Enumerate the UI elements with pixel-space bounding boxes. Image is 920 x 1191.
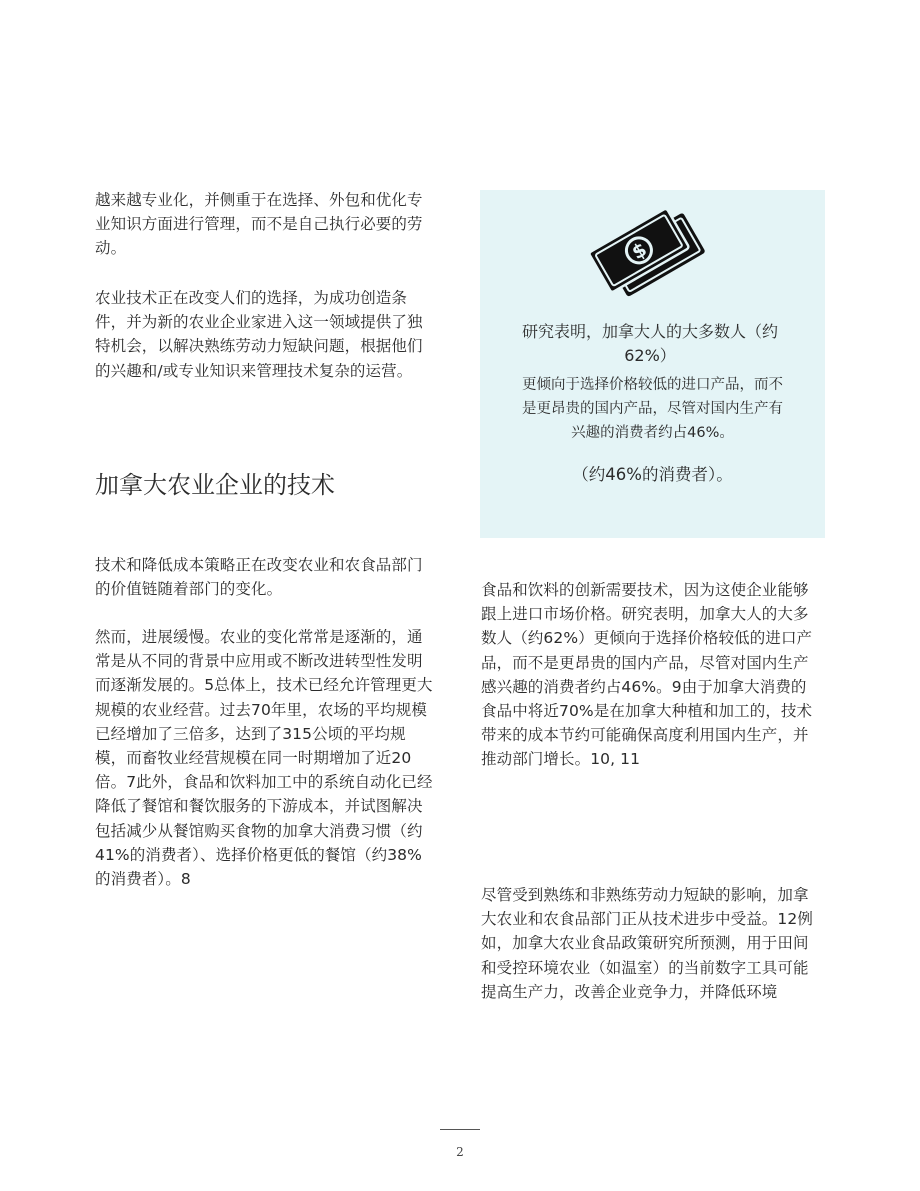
agtech-paragraph: 农业技术正在改变人们的选择，为成功创造条件，并为新的农业企业家进入这一领域提供了独特机会，以解决熟练劳动力短缺问题，根据他们的兴趣和/或专业知识来管理技术复杂的运营。 [95, 289, 423, 380]
stat-callout-box [480, 190, 825, 538]
progress-paragraph: 然而，进展缓慢。农业的变化常常是逐渐的，通常是从不同的背景中应用或不断改进转型性发明而逐渐发展的。5总体上，技术已经允许管理更大规模的农业经营。过去70年里，农场的平均规模已经增加了三倍多，达到了315公顷的平均规模，而畜牧业经营规模在同一时期增加了近20倍。7此外，食品和饮料加工中的系统自动化已经降低了餐馆和餐饮服务的下游成本，并试图解决包括减少从餐馆购买食物的加拿大消费习惯（约41%的消费者）、选择价格更低的餐馆（约38%的消费者）。8 [95, 628, 433, 889]
section-heading: 加拿大农业企业的技术 [95, 471, 335, 499]
labour-shortage-paragraph: 尽管受到熟练和非熟练劳动力短缺的影响，加拿大农业和农食品部门正从技术进步中受益。12例如，加拿大农业食品政策研究所预测，用于田间和受控环境农业（如温室）的当前数字工具可能提高生产力，改善企业竞争力，并降低环境 [481, 886, 813, 1001]
svg-text:$: $ [628, 238, 651, 265]
callout-stat-text: 研究表明，加拿大人的大多数人（约62%） [521, 322, 778, 365]
callout-note: （约46%的消费者）。 [572, 465, 733, 484]
money-bills-icon [590, 204, 715, 309]
intro-paragraph: 越来越专业化，并侧重于在选择、外包和优化专业知识方面进行管理，而不是自己执行必要的劳动。 [95, 191, 423, 258]
footer-divider [440, 1129, 480, 1130]
value-chain-paragraph: 技术和降低成本策略正在改变农业和农食品部门的价值链随着部门的变化。 [95, 556, 423, 599]
page-number: 2 [456, 1145, 464, 1159]
callout-description: 更倾向于选择价格较低的进口产品，而不是更昂贵的国内产品，尽管对国内生产有兴趣的消费者约占46%。 [522, 377, 783, 441]
innovation-paragraph: 食品和饮料的创新需要技术，因为这使企业能够跟上进口市场价格。研究表明，加拿大人的大多数人（约62%）更倾向于选择价格较低的进口产品，而不是更昂贵的国内产品，尽管对国内生产感兴趣的消费者约占46%。9由于加拿大消费的食品中将近70%是在加拿大种植和加工的，技术带来的成本节约可能确保高度利用国内生产，并推动部门增长。10, 11 [481, 581, 813, 769]
